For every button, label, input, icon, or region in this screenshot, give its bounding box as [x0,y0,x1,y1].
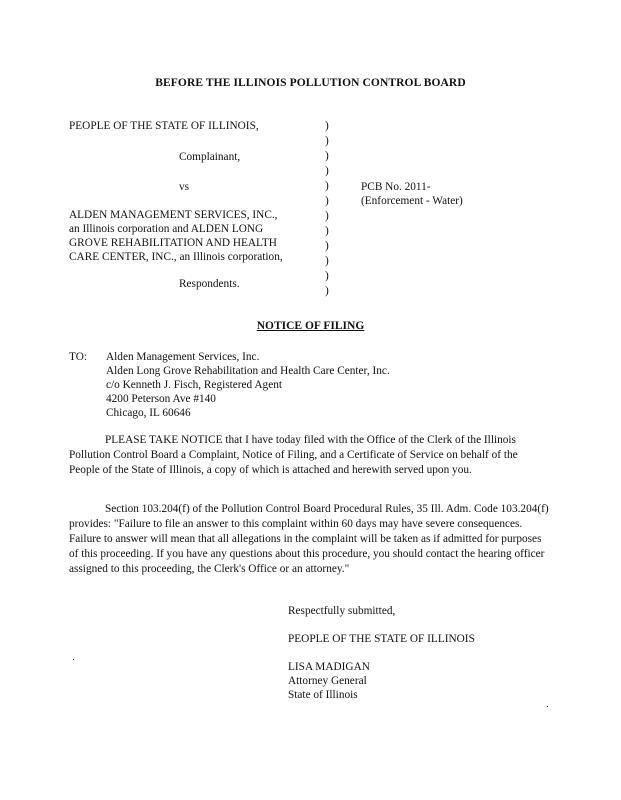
case-number: PCB No. 2011- [361,181,431,193]
closing: Respectfully submitted, [288,605,396,617]
respondent-line-1: ALDEN MANAGEMENT SERVICES, INC., [69,209,278,221]
address-line-2: Alden Long Grove Rehabilitation and Health Care Center, Inc. [106,365,390,377]
caption-paren: ) [325,270,329,282]
caption-paren: ) [325,165,329,177]
page-title: BEFORE THE ILLINOIS POLLUTION CONTROL BOARD [155,77,466,89]
caption-paren: ) [325,210,329,222]
respondent-role: Respondents. [179,278,240,290]
rules-paragraph: Section 103.204(f) of the Pollution Control Board Procedural Rules, 35 Ill. Adm. Code 103.204(f) provides: "Failure to file an answer to this complaint within 60 days may have severe consequences. Failure to answer will mean that all allegations in the complaint will be taken as if admitted for purposes of this proceeding. If you have any questions about this procedure, you should contact the hearing officer assigned to this proceeding, the Clerk's Office or an attorney." [69,503,549,575]
scan-speck [547,706,548,707]
caption-paren: ) [325,240,329,252]
caption-paren: ) [325,180,329,192]
caption-paren: ) [325,285,329,297]
to-label: TO: [69,351,87,363]
caption-paren: ) [325,135,329,147]
respondent-line-2: an Illinois corporation and ALDEN LONG [69,223,264,235]
address-line-5: Chicago, IL 60646 [106,407,191,419]
notice-heading: NOTICE OF FILING [256,320,365,332]
signatory-state: State of Illinois [288,689,358,701]
caption-paren: ) [325,150,329,162]
respondent-line-4: CARE CENTER, INC., an Illinois corporation, [69,251,283,263]
notice-paragraph: PLEASE TAKE NOTICE that I have today filed with the Office of the Clerk of the Illinois Pollution Control Board a Complaint, Notice of Filing, and a Certificate of Service on behalf of the People of the State of Illinois, a copy of which is attached and herewith served upon you. [69,434,518,476]
signatory-name: LISA MADIGAN [288,661,370,673]
complainant-name: PEOPLE OF THE STATE OF ILLINOIS, [69,120,259,132]
versus-label: vs [179,181,190,193]
scan-speck [73,659,74,660]
caption-parens [325,119,329,299]
address-line-1: Alden Management Services, Inc. [106,351,260,363]
caption-paren: ) [325,255,329,267]
caption-paren: ) [325,195,329,207]
address-line-4: 4200 Peterson Ave #140 [106,393,216,405]
signatory-title: Attorney General [288,675,367,687]
complainant-role: Complainant, [179,151,241,163]
address-line-3: c/o Kenneth J. Fisch, Registered Agent [106,379,283,391]
respondent-line-3: GROVE REHABILITATION AND HEALTH [69,237,277,249]
caption-paren: ) [325,225,329,237]
caption-paren: ) [325,120,329,132]
case-type: (Enforcement - Water) [361,195,463,207]
signatory-party: PEOPLE OF THE STATE OF ILLINOIS [288,633,475,645]
